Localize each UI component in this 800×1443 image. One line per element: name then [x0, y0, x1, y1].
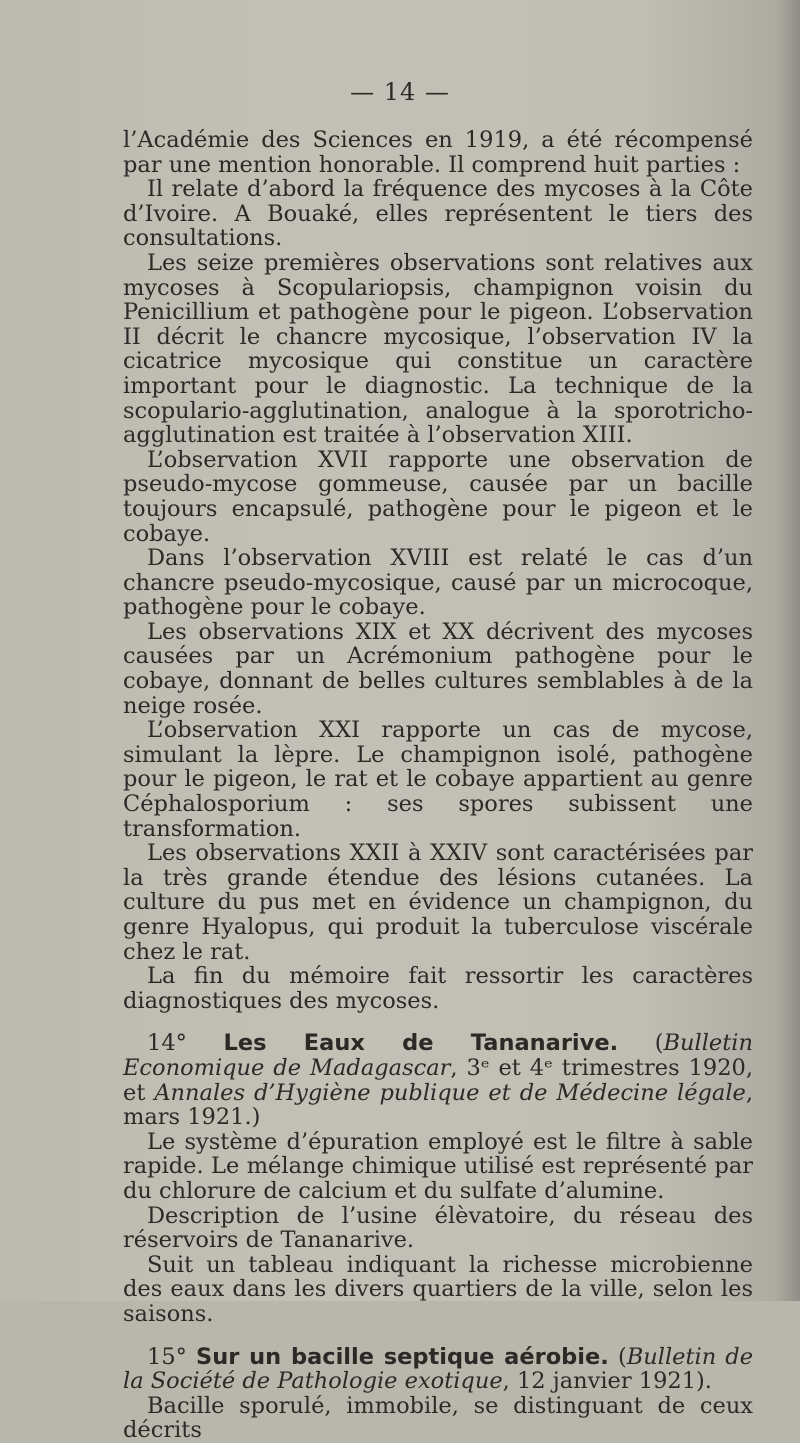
paragraph: L’observation XVII rapporte une observation de pseudo-mycose gommeuse, causée par un bacille toujours encapsulé, pathogène pour le pigeon et le cobaye.	[123, 446, 753, 547]
paragraph: L’observation XXI rapporte un cas de mycose, simulant la lèpre. Le champignon isolé, pathogène pour le pigeon, le rat et le cobaye appartient au genre Céphalosporium : ses spores subissent une transformation.	[123, 717, 753, 842]
paragraph: Dans l’observation XVIII est relaté le cas d’un chancre pseudo-mycosique, causé par un microcoque, pathogène pour le cobaye.	[123, 545, 753, 621]
paragraph: La fin du mémoire fait ressortir les caractères diagnostiques des mycoses.	[123, 963, 753, 1014]
paragraph: Suit un tableau indiquant la richesse microbienne des eaux dans les divers quartiers de la ville, selon les saisons.	[123, 1251, 753, 1327]
publication-title: Bulletin de la Société de Pathologie exotique	[123, 1343, 754, 1395]
section-title: Les Eaux de Tananarive.	[223, 1030, 619, 1057]
section-title: Sur un bacille septique aérobie.	[196, 1343, 609, 1370]
paragraph: Description de l’usine élèvatoire, du réseau des réservoirs de Tananarive.	[123, 1202, 753, 1254]
paragraph: Les observations XIX et XX décrivent des mycoses causées par un Acrémonium pathogène pour le cobaye, donnant de belles cultures semblables à de la neige rosée.	[123, 618, 753, 719]
paragraph: Le système d’épuration employé est le filtre à sable rapide. Le mélange chimique utilisé est représenté par du chlorure de calcium et du sulfate d’alumine.	[123, 1128, 753, 1204]
page-number: — 14 —	[350, 78, 450, 106]
paragraph: Les observations XXII à XXIV sont caractérisées par la très grande étendue des lésions cutanées. La culture du pus met en évidence un champignon, du genre Hyalopus, qui produit la tuberculose viscérale chez le rat.	[123, 840, 753, 965]
paragraph: Bacille sporulé, immobile, se distinguant de ceux décrits	[123, 1392, 753, 1443]
publication-title: Bulletin Economique de Madagascar	[123, 1030, 753, 1081]
section-15-heading: 15° Sur un bacille septique aérobie. (Bulletin de la Société de Pathologie exotique, 12 janvier 1921).	[123, 1343, 754, 1395]
section-number: 15°	[147, 1343, 187, 1370]
paragraph: Les seize premières observations sont relatives aux mycoses à Scopulariopsis, champignon voisin du Penicillium et pathogène pour le pigeon. L’observation II décrit le chancre mycosique, l’observation IV la cicatrice mycosique qui constitue un caractère important pour le diagnostic. La technique de la scopulario-agglutination, analogue à la sporotricho-agglutination est traitée à l’observation XIII.	[123, 249, 753, 449]
paragraph: Il relate d’abord la fréquence des mycoses à la Côte d’Ivoire. A Bouaké, elles représentent le tiers des consultations.	[123, 176, 753, 252]
section-number: 14°	[147, 1030, 187, 1057]
page-body	[123, 128, 753, 1443]
paragraph-continuation: l’Académie des Sciences en 1919, a été récompensé par une mention honorable. Il comprend huit parties :	[123, 127, 753, 178]
section-14-heading: 14° Les Eaux de Tananarive. (Bulletin Economique de Madagascar, 3ᵉ et 4ᵉ trimestres 1920, et Annales d’Hygiène publique et de Médecine légale, mars 1921.)	[123, 1030, 753, 1131]
publication-title: Annales d’Hygiène publique et de Médecine légale	[154, 1079, 746, 1106]
